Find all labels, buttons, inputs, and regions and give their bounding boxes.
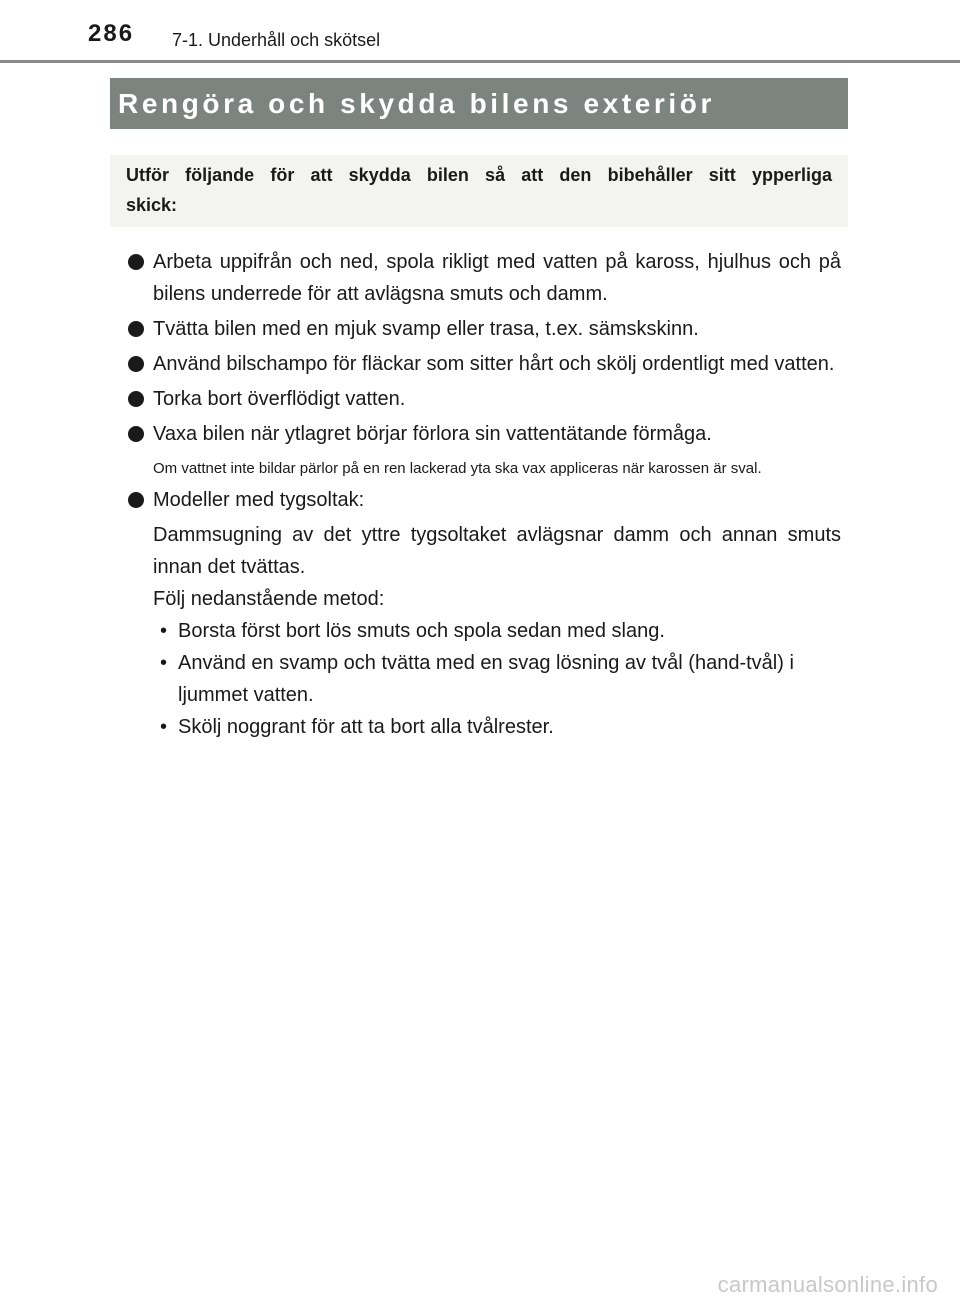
list-item-text: Torka bort överflödigt vatten. [153,388,406,410]
page-number: 286 [88,20,135,47]
softtop-paragraph: Dammsugning av det yttre tygsoltaket avlägsnar damm och annan smuts innan det tvättas. [153,524,841,578]
list-item-softtop [128,484,841,516]
step-bullet-icon: • [160,620,168,642]
step-bullet-icon: • [160,716,168,738]
method-step [128,615,841,647]
header-divider [0,60,960,63]
bullet-dot-icon [128,321,144,337]
bullet-dot-icon [128,492,144,508]
list-item [128,348,841,380]
list-item-text: Vaxa bilen när ytlagret börjar förlora sin vattentätande förmåga. [153,423,712,445]
section-title-bar [110,78,848,129]
method-step-text: Skölj noggrant för att ta bort alla tvålrester. [178,716,554,738]
list-item [128,418,841,450]
intro-box [110,155,848,227]
method-step [128,711,841,743]
list-item-text: Arbeta uppifrån och ned, spola rikligt med vatten på kaross, hjulhus och på bilens underrede för att avlägsna smuts och damm. [153,251,841,305]
list-item-text: Använd bilschampo för fläckar som sitter hårt och skölj ordentligt med vatten. [153,353,835,375]
list-item [128,246,841,310]
method-step [128,647,841,711]
section-title: Rengöra och skydda bilens exteriör [118,87,715,119]
bullet-dot-icon [128,426,144,442]
method-step-text: Borsta först bort lös smuts och spola sedan med slang. [178,620,665,642]
bullet-dot-icon [128,356,144,372]
step-bullet-icon: • [160,652,168,674]
main-content [128,246,841,743]
chapter-heading: 7-1. Underhåll och skötsel [172,30,381,50]
softtop-heading: Modeller med tygsoltak: [153,489,365,511]
bullet-dot-icon [128,391,144,407]
method-label: Följ nedanstående metod: [153,588,385,610]
list-item [128,383,841,415]
method-step-text: Använd en svamp och tvätta med en svag lösning av tvål (hand-tvål) i ljummet vatten. [178,652,794,706]
watermark: carmanualsonline.info [717,1272,938,1297]
list-item [128,313,841,345]
intro-text: Utför följande för att skydda bilen så att den bibehåller sitt ypperliga skick: [126,165,832,215]
bullet-dot-icon [128,254,144,270]
wax-note: Om vattnet inte bildar pärlor på en ren lackerad yta ska vax appliceras när karossen är sval. [153,460,762,477]
list-item-text: Tvätta bilen med en mjuk svamp eller trasa, t.ex. sämskskinn. [153,318,699,340]
